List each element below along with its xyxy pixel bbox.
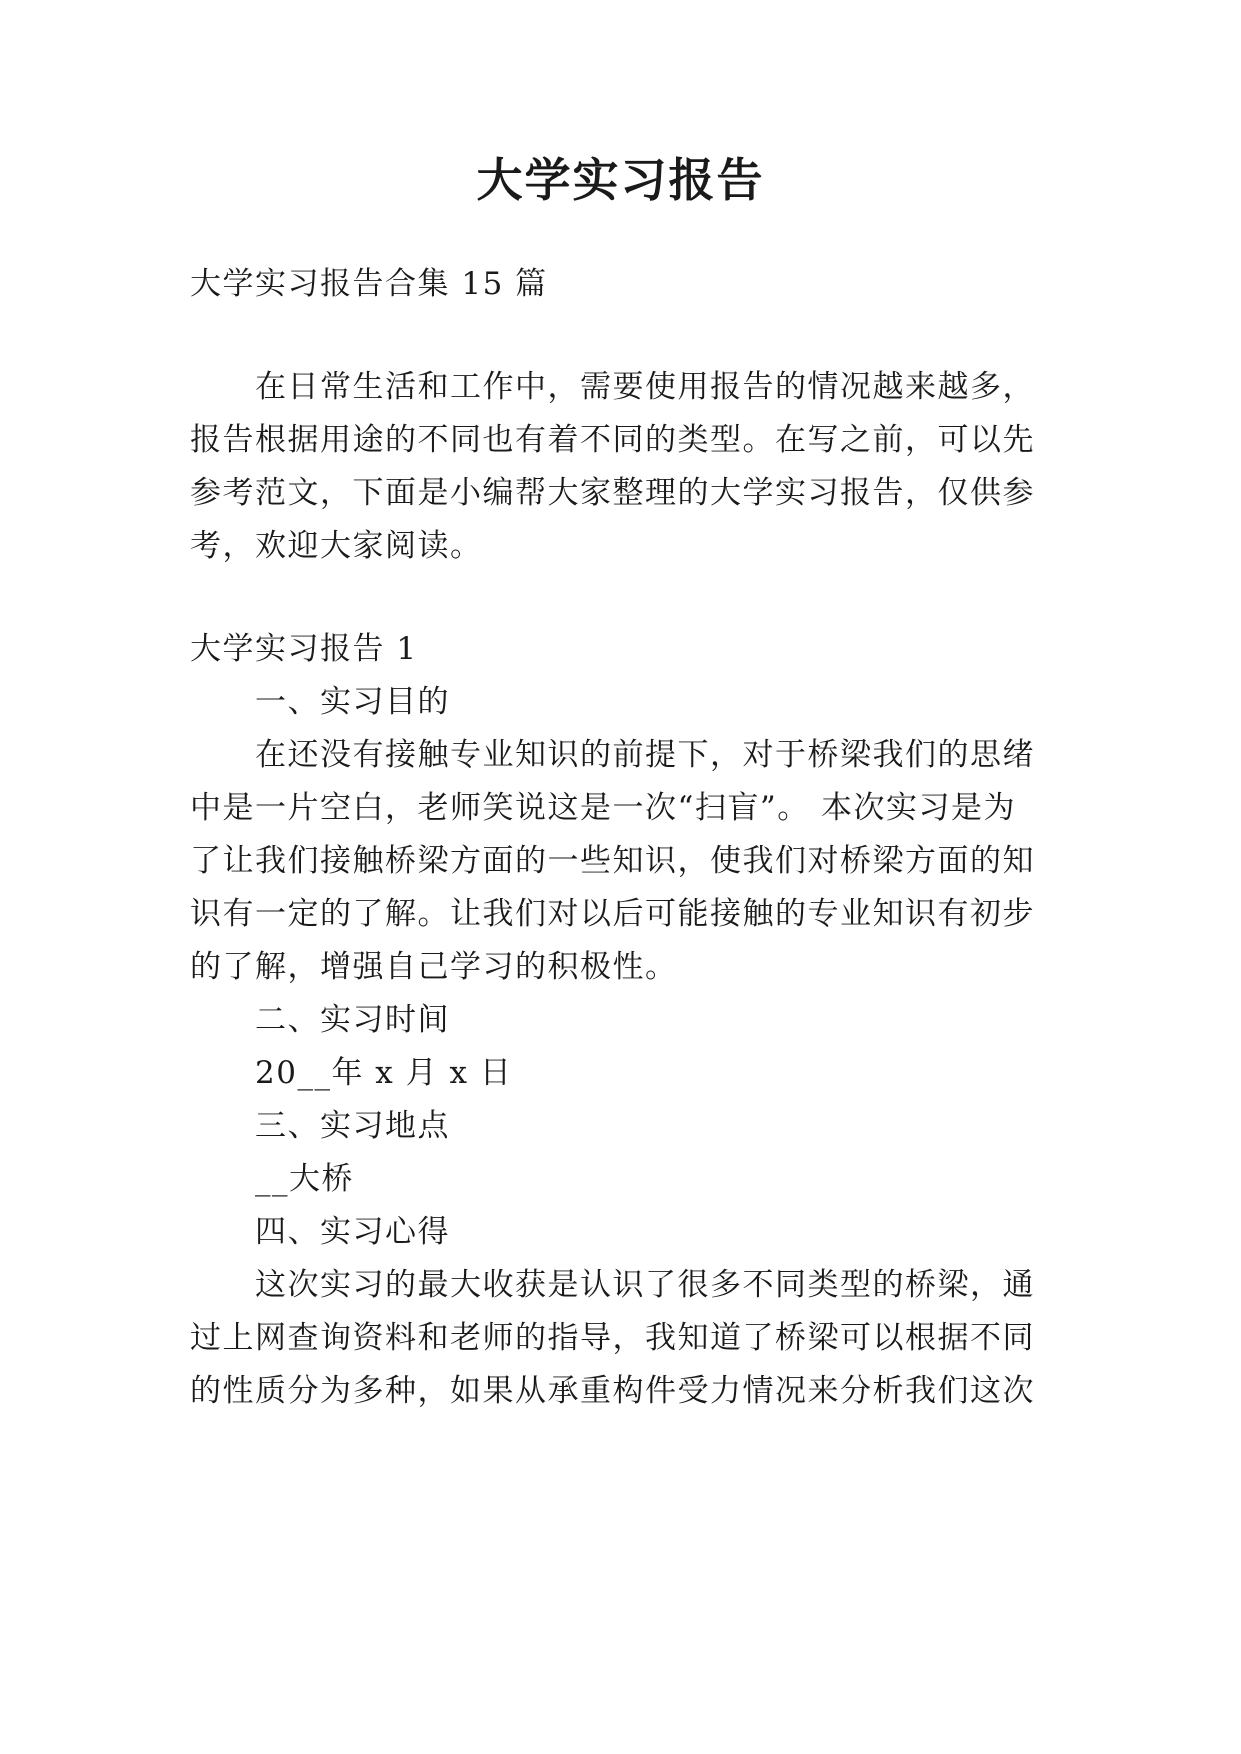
body-line: 中是一片空白，老师笑说这是一次“扫盲”。 本次实习是为: [190, 790, 1017, 826]
body-line: 20__年 x 月 x 日: [255, 1055, 513, 1091]
intro-line: 参考范文，下面是小编帮大家整理的大学实习报告，仅供参: [190, 475, 1035, 511]
section-heading: 四、实习心得: [255, 1214, 450, 1250]
section-heading: 三、实习地点: [255, 1108, 450, 1144]
body-line: 这次实习的最大收获是认识了很多不同类型的桥梁，通: [255, 1267, 1035, 1303]
body-line: 在还没有接触专业知识的前提下，对于桥梁我们的思绪: [255, 737, 1035, 773]
body-line: 的了解，增强自己学习的积极性。: [190, 949, 678, 985]
body-line: __大桥: [255, 1161, 354, 1197]
body-line: 过上网查询资料和老师的指导，我知道了桥梁可以根据不同: [190, 1320, 1035, 1356]
section-heading: 二、实习时间: [255, 1002, 450, 1038]
document-title: 大学实习报告: [476, 153, 765, 207]
body-line: 识有一定的了解。让我们对以后可能接触的专业知识有初步: [190, 896, 1035, 932]
intro-line: 考，欢迎大家阅读。: [190, 528, 483, 564]
section-heading: 一、实习目的: [255, 684, 450, 720]
body-line: 了让我们接触桥梁方面的一些知识，使我们对桥梁方面的知: [190, 843, 1035, 879]
document-subtitle: 大学实习报告合集 15 篇: [190, 266, 548, 302]
intro-line: 报告根据用途的不同也有着不同的类型。在写之前，可以先: [190, 422, 1035, 458]
report-heading: 大学实习报告 1: [190, 631, 418, 667]
body-line: 的性质分为多种，如果从承重构件受力情况来分析我们这次: [190, 1373, 1035, 1409]
intro-line: 在日常生活和工作中，需要使用报告的情况越来越多，: [255, 369, 1035, 405]
